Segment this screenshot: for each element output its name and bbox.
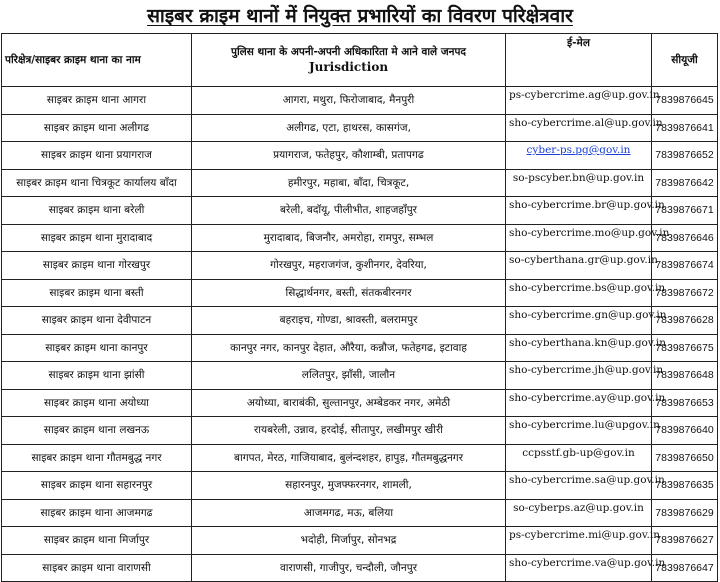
station-cell: साइबर क्राइम थाना गोरखपुर xyxy=(2,252,192,280)
email-cell: sho-cybercrime.ay@up.gov.in xyxy=(506,389,652,417)
email-cell: ccpsstf.gb-up@gov.in xyxy=(506,444,652,472)
email-cell: sho-cybercrime.bs@up.gov.in xyxy=(506,279,652,307)
jurisdiction-cell: बरेली, बदॉयू, पीलीभीत, शाहजहाँपुर xyxy=(192,197,506,225)
cug-cell: 7839876653 xyxy=(652,389,718,417)
header-jurisdiction-hindi: पुलिस थाना के अपनी-अपनी अधिकारिता मे आने वाले जनपद xyxy=(231,46,466,58)
station-cell: साइबर क्राइम थाना सहारनपुर xyxy=(2,472,192,500)
email-cell: sho-cyberthana.kn@up.gov.in xyxy=(506,334,652,362)
cug-cell: 7839876648 xyxy=(652,362,718,390)
jurisdiction-cell: अलीगढ, एटा, हाथरस, कासगंज, xyxy=(192,114,506,142)
email-cell: so-cyberthana.gr@up.gov.in xyxy=(506,252,652,280)
table-row xyxy=(2,499,718,527)
table-row xyxy=(2,279,718,307)
cug-cell: 7839876671 xyxy=(652,197,718,225)
header-cug: सीयूजी xyxy=(652,34,718,87)
jurisdiction-cell: बागपत, मेरठ, गाजियाबाद, बुलंन्दशहर, हापुड़, गौतमबुद्धनगर xyxy=(192,444,506,472)
jurisdiction-cell: ललितपुर, झाँसी, जालौन xyxy=(192,362,506,390)
email-cell: sho-cybercrime.jh@up.gov.in xyxy=(506,362,652,390)
table-row xyxy=(2,472,718,500)
cug-cell: 7839876635 xyxy=(652,472,718,500)
station-cell: साइबर क्राइम थाना आजमगढ xyxy=(2,499,192,527)
table-row xyxy=(2,444,718,472)
table-row xyxy=(2,362,718,390)
email-cell: ps-cybercrime.mi@up.gov.in xyxy=(506,527,652,555)
station-cell: साइबर क्राइम थाना अलीगढ xyxy=(2,114,192,142)
table-header-row xyxy=(2,34,718,87)
cug-cell: 7839876628 xyxy=(652,307,718,335)
email-cell: sho-cybercrime.al@up.gov.in xyxy=(506,114,652,142)
header-station: परिक्षेत्र/साइबर क्राइम थाना का नाम xyxy=(2,34,192,87)
station-cell: साइबर क्राइम थाना कानपुर xyxy=(2,334,192,362)
email-cell: sho-cybercrime.mo@up.gov.in xyxy=(506,224,652,252)
email-cell: sho-cybercrime.lu@upgov.in xyxy=(506,417,652,445)
table-row xyxy=(2,527,718,555)
email-cell: sho-cybercrime.sa@up.gov.in xyxy=(506,472,652,500)
table-row xyxy=(2,142,718,170)
table-row xyxy=(2,252,718,280)
cug-cell: 7839876672 xyxy=(652,279,718,307)
cug-cell: 7839876650 xyxy=(652,444,718,472)
jurisdiction-cell: कानपुर नगर, कानपुर देहात, औरैया, कन्नौज, फतेहगढ, इटावाह xyxy=(192,334,506,362)
cug-cell: 7839876675 xyxy=(652,334,718,362)
table-row xyxy=(2,389,718,417)
email-cell: sho-cybercrime.gn@up.gov.in xyxy=(506,307,652,335)
cug-cell: 7839876641 xyxy=(652,114,718,142)
jurisdiction-cell: अयोध्या, बाराबंकी, सुल्तानपुर, अम्बेडकर नगर, अमेठी xyxy=(192,389,506,417)
jurisdiction-cell: हमीरपुर, महाबा, बाँदा, चित्रकूट, xyxy=(192,169,506,197)
cug-cell: 7839876627 xyxy=(652,527,718,555)
station-cell: साइबर क्राइम थाना बरेली xyxy=(2,197,192,225)
cug-cell: 7839876642 xyxy=(652,169,718,197)
table-row xyxy=(2,417,718,445)
station-table xyxy=(1,33,718,582)
station-cell: साइबर क्राइम थाना लखनऊ xyxy=(2,417,192,445)
table-row xyxy=(2,334,718,362)
jurisdiction-cell: वाराणसी, गाजीपुर, चन्दौली, जौनपुर xyxy=(192,554,506,582)
cug-cell: 7839876645 xyxy=(652,87,718,115)
table-row xyxy=(2,114,718,142)
jurisdiction-cell: मुरादाबाद, बिजनौर, अमरोहा, रामपुर, सम्भल xyxy=(192,224,506,252)
email-link[interactable]: cyber-ps.pg@gov.in xyxy=(506,142,652,170)
jurisdiction-cell: रायबरेली, उन्नाव, हरदोई, सीतापुर, लखीमपुर खीरी xyxy=(192,417,506,445)
jurisdiction-cell: सिद्धार्थनगर, बस्ती, संतकबीरनगर xyxy=(192,279,506,307)
cug-cell: 7839876647 xyxy=(652,554,718,582)
page-title xyxy=(0,0,720,34)
jurisdiction-cell: गोरखपुर, महराजगंज, कुशीनगर, देवरिया, xyxy=(192,252,506,280)
station-cell: साइबर क्राइम थाना चित्रकूट कार्यालय बाँदा xyxy=(2,169,192,197)
jurisdiction-cell: सहारनपुर, मुजफ्फरनगर, शामली, xyxy=(192,472,506,500)
header-email: ई-मेल xyxy=(506,34,652,87)
table-body xyxy=(2,87,718,582)
cug-cell: 7839876629 xyxy=(652,499,718,527)
station-cell: साइबर क्राइम थाना मिर्जापुर xyxy=(2,527,192,555)
station-cell: साइबर क्राइम थाना बस्ती xyxy=(2,279,192,307)
jurisdiction-cell: आजमगढ, मऊ, बलिया xyxy=(192,499,506,527)
table-row xyxy=(2,197,718,225)
header-jurisdiction-english: Jurisdiction xyxy=(308,60,389,74)
page-title-text: साइबर क्राइम थानों में नियुक्त प्रभारियों का विवरण परिक्षेत्रवार xyxy=(147,5,573,27)
email-cell: so-cyberps.az@up.gov.in xyxy=(506,499,652,527)
station-cell: साइबर क्राइम थाना देवीपाटन xyxy=(2,307,192,335)
table-row xyxy=(2,307,718,335)
jurisdiction-cell: आगरा, मथुरा, फिरोजाबाद, मैनपुरी xyxy=(192,87,506,115)
cug-cell: 7839876646 xyxy=(652,224,718,252)
email-cell: so-pscyber.bn@up.gov.in xyxy=(506,169,652,197)
cug-cell: 7839876640 xyxy=(652,417,718,445)
email-cell: sho-cybercrime.va@up.gov.in xyxy=(506,554,652,582)
station-cell: साइबर क्राइम थाना झांसी xyxy=(2,362,192,390)
station-cell: साइबर क्राइम थाना मुरादाबाद xyxy=(2,224,192,252)
cug-cell: 7839876674 xyxy=(652,252,718,280)
table-row xyxy=(2,224,718,252)
station-cell: साइबर क्राइम थाना आगरा xyxy=(2,87,192,115)
jurisdiction-cell: प्रयागराज, फतेहपुर, कौशाम्बी, प्रतापगढ xyxy=(192,142,506,170)
email-cell: sho-cybercrime.br@up.gov.in xyxy=(506,197,652,225)
table-row xyxy=(2,87,718,115)
jurisdiction-cell: बहराइच, गोण्डा, श्रावस्ती, बलरामपुर xyxy=(192,307,506,335)
station-cell: साइबर क्राइम थाना वाराणसी xyxy=(2,554,192,582)
station-cell: साइबर क्राइम थाना गौतमबुद्ध नगर xyxy=(2,444,192,472)
station-cell: साइबर क्राइम थाना अयोध्या xyxy=(2,389,192,417)
jurisdiction-cell: भदोही, मिर्जापुर, सोनभद्र xyxy=(192,527,506,555)
table-row xyxy=(2,554,718,582)
email-cell: ps-cybercrime.ag@up.gov.in xyxy=(506,87,652,115)
header-jurisdiction xyxy=(192,34,506,87)
table-row xyxy=(2,169,718,197)
station-cell: साइबर क्राइम थाना प्रयागराज xyxy=(2,142,192,170)
cug-cell: 7839876652 xyxy=(652,142,718,170)
